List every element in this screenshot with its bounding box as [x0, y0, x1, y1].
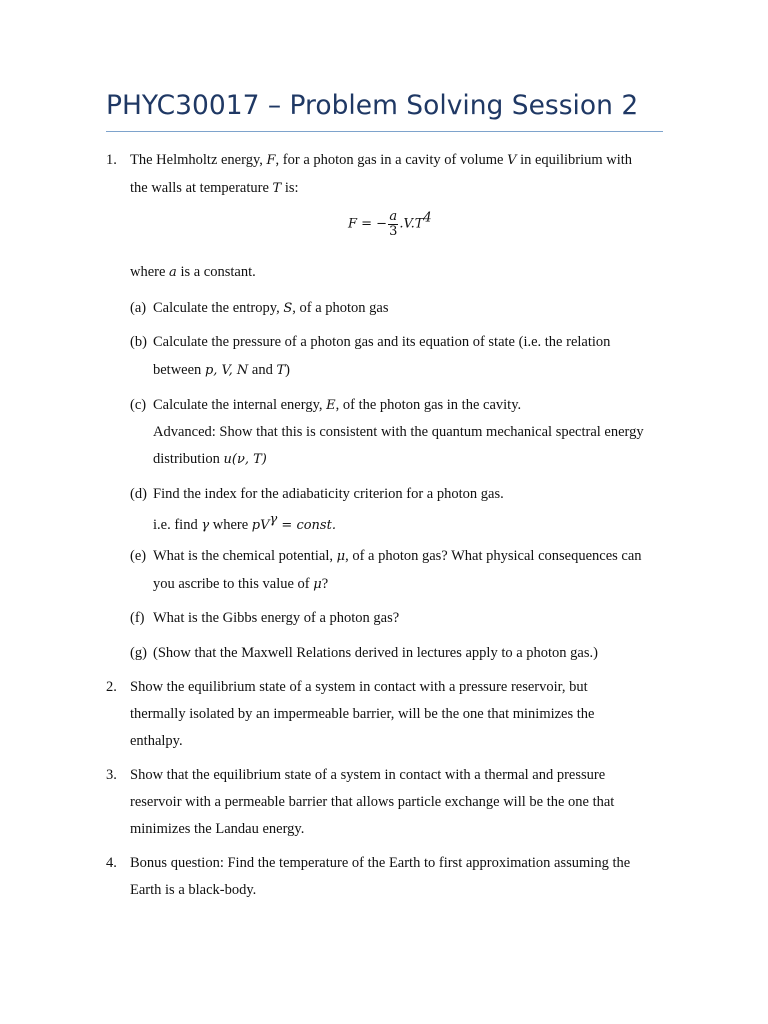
part-f-label: (f) — [130, 610, 145, 626]
part-text: distribution — [153, 451, 220, 467]
adiabatic-rhs: = const. — [277, 517, 336, 533]
part-text: Calculate the entropy, — [153, 300, 280, 316]
var-F: F — [266, 153, 276, 168]
var-T: T — [272, 181, 282, 196]
part-text: you ascribe to this value of — [153, 576, 310, 592]
q1-text: the walls at temperature — [130, 180, 269, 196]
part-text: between — [153, 362, 202, 378]
part-c-line-3 — [153, 451, 267, 468]
part-b-line-1: Calculate the pressure of a photon gas and its equation of state (i.e. the relation — [153, 334, 611, 350]
vars-pVN: p, V, N — [204, 363, 249, 378]
q1-text: in equilibrium with — [520, 152, 633, 168]
part-g-text: (Show that the Maxwell Relations derived in lectures apply to a photon gas.) — [153, 645, 598, 661]
part-d-label: (d) — [130, 486, 147, 502]
var-V: V — [507, 153, 517, 168]
part-f-text: What is the Gibbs energy of a photon gas? — [153, 610, 400, 626]
q3-line-1: Show that the equilibrium state of a system in contact with a thermal and pressure — [130, 767, 606, 783]
part-a-label: (a) — [130, 300, 147, 316]
title-underline — [106, 131, 663, 132]
fraction-numerator: a — [389, 209, 398, 224]
adiabatic-exponent: γ — [269, 512, 278, 527]
part-a-text — [153, 300, 388, 317]
q4-line-2: Earth is a black-body. — [130, 882, 257, 898]
part-text: What is the chemical potential, — [153, 548, 333, 564]
q4-number: 4. — [106, 855, 117, 871]
var-a: a — [169, 265, 177, 280]
var-mu: μ — [313, 577, 322, 592]
var-T: T — [276, 363, 286, 378]
q2-line-2: thermally isolated by an impermeable barrier, will be the one that minimizes the — [130, 706, 595, 722]
q2-line-1: Show the equilibrium state of a system in contact with a pressure reservoir, but — [130, 679, 588, 695]
q3-number: 3. — [106, 767, 117, 783]
part-d-line-2 — [153, 512, 336, 534]
helmholtz-equation — [348, 210, 432, 238]
q2-line-3: enthalpy. — [130, 733, 183, 749]
part-c-label: (c) — [130, 397, 147, 413]
part-text: , of a photon gas? What physical consequences can — [345, 548, 642, 564]
page-title: PHYC30017 – Problem Solving Session 2 — [106, 90, 639, 121]
var-S: S — [283, 301, 293, 316]
var-E: E — [326, 398, 336, 413]
equation-rhs: .V.T — [399, 216, 424, 232]
spectral-distribution: u(ν, T) — [223, 452, 267, 467]
part-d-line-1: Find the index for the adiabaticity criterion for a photon gas. — [153, 486, 504, 502]
fraction-denominator: 3 — [389, 223, 398, 239]
part-text: where — [212, 516, 249, 533]
equation-fraction — [388, 210, 398, 238]
q1-where-line — [130, 264, 256, 281]
equation-lhs: F = − — [348, 216, 388, 232]
adiabatic-lhs: pV — [251, 517, 270, 533]
part-text: , of the photon gas in the cavity. — [335, 397, 522, 413]
part-c-line-1 — [153, 397, 521, 414]
part-text: Calculate the internal energy, — [153, 397, 323, 413]
q4-line-1: Bonus question: Find the temperature of the Earth to first approximation assuming the — [130, 855, 631, 871]
part-e-line-2 — [153, 576, 328, 593]
q1-number: 1. — [106, 152, 117, 168]
part-text: , of a photon gas — [292, 300, 389, 316]
q1-text: is: — [284, 180, 299, 196]
part-text: and — [251, 362, 273, 378]
part-text: ? — [321, 576, 329, 592]
q1-text: is a constant. — [180, 264, 256, 280]
part-b-line-2 — [153, 362, 290, 379]
q1-text: , for a photon gas in a cavity of volume — [275, 152, 504, 168]
part-b-label: (b) — [130, 334, 147, 350]
q2-number: 2. — [106, 679, 117, 695]
part-text: i.e. find — [153, 516, 198, 533]
part-text: ) — [285, 362, 290, 378]
q1-text: where — [130, 264, 166, 280]
part-e-label: (e) — [130, 548, 147, 564]
q3-line-3: minimizes the Landau energy. — [130, 821, 305, 837]
var-gamma: γ — [201, 517, 210, 533]
q3-line-2: reservoir with a permeable barrier that allows particle exchange will be the one that — [130, 794, 615, 810]
part-c-line-2: Advanced: Show that this is consistent with the quantum mechanical spectral energy — [153, 424, 644, 440]
var-mu: μ — [336, 549, 346, 564]
part-g-label: (g) — [130, 645, 147, 661]
equation-exponent: 4 — [423, 210, 432, 226]
q1-line-2 — [130, 180, 299, 197]
part-e-line-1 — [153, 548, 642, 565]
q1-line-1 — [130, 152, 632, 169]
q1-text: The Helmholtz energy, — [130, 152, 263, 168]
